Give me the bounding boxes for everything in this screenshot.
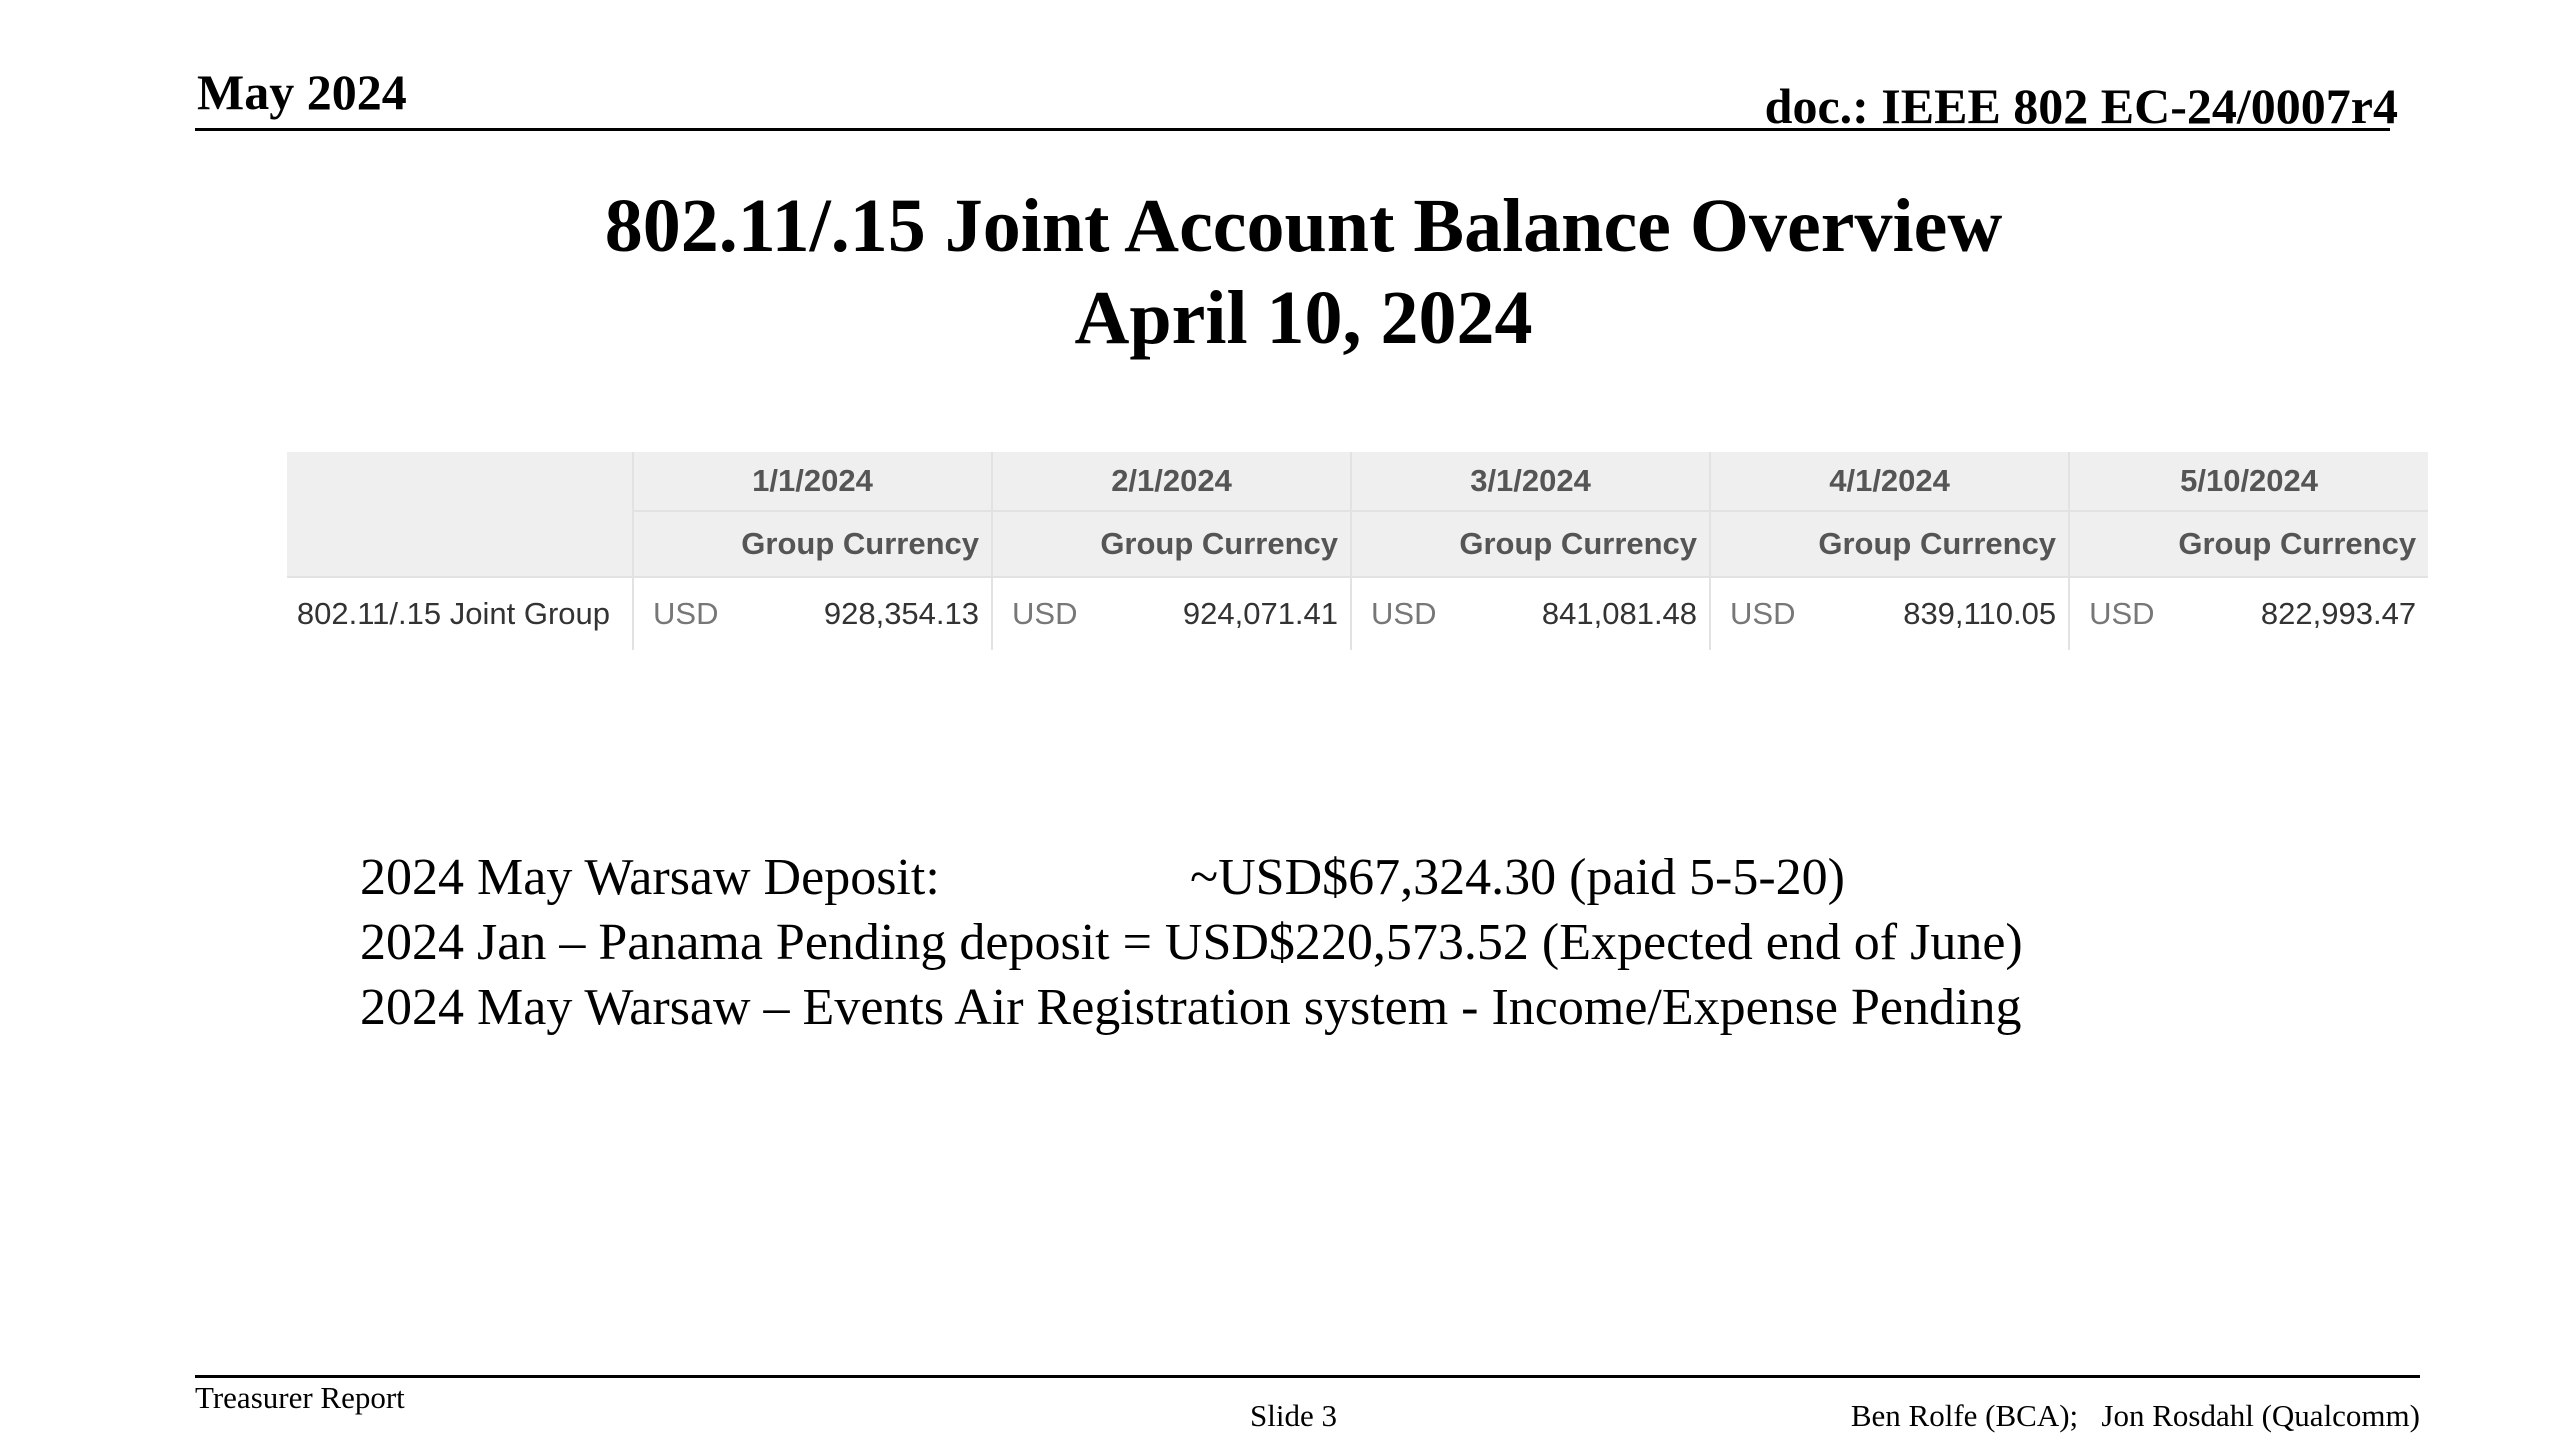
table-subheader: Group Currency	[2069, 511, 2428, 577]
balance-value: 928,354.13	[823, 596, 980, 631]
balance-value: 839,110.05	[1903, 596, 2057, 631]
table-date-header: 4/1/2024	[1710, 452, 2069, 511]
balance-value: 924,071.41	[1182, 596, 1339, 631]
table-date-header: 2/1/2024	[992, 452, 1351, 511]
balance-table	[287, 452, 2428, 650]
table-subheader: Group Currency	[992, 511, 1351, 577]
table-row	[287, 577, 2428, 650]
currency-code: USD	[633, 577, 718, 650]
table-subheader: Group Currency	[633, 511, 992, 577]
table-date-header: 5/10/2024	[2069, 452, 2428, 511]
currency-code: USD	[1710, 577, 1795, 650]
table-date-header: 3/1/2024	[1351, 452, 1710, 511]
table-corner-cell	[287, 452, 633, 577]
table-subheader: Group Currency	[1710, 511, 2069, 577]
balance-value: 822,993.47	[2260, 596, 2417, 631]
row-group-name: 802.11/.15 Joint Group	[296, 596, 610, 631]
header-date: May 2024	[197, 64, 407, 120]
note-line-warsaw-deposit	[360, 845, 2023, 910]
currency-code: USD	[992, 577, 1077, 650]
table-subheader: Group Currency	[1351, 511, 1710, 577]
footer-report-name: Treasurer Report	[195, 1380, 405, 1415]
slide-title-line-1: 802.11/.15 Joint Account Balance Overview	[604, 184, 2003, 268]
table-date-header: 1/1/2024	[633, 452, 992, 511]
footer-divider	[195, 1375, 2420, 1378]
currency-code: USD	[2069, 577, 2154, 650]
table-date-header-row	[287, 452, 2428, 511]
note-amount: ~USD$67,324.30 (paid 5-5-20)	[1190, 849, 1845, 906]
note-line-panama-pending: 2024 Jan – Panama Pending deposit = USD$220,573.52 (Expected end of June)	[360, 914, 2023, 971]
currency-code: USD	[1351, 577, 1436, 650]
note-label: 2024 May Warsaw Deposit:	[360, 849, 940, 906]
balance-value: 841,081.48	[1541, 596, 1698, 631]
header-doc-id: doc.: IEEE 802 EC-24/0007r4	[1764, 78, 2398, 134]
slide-title	[0, 180, 2560, 364]
header-divider	[195, 128, 2390, 131]
footer-slide-number: Slide 3	[1250, 1398, 1337, 1433]
notes-block	[360, 845, 2023, 1040]
footer-authors: Ben Rolfe (BCA); Jon Rosdahl (Qualcomm)	[1850, 1398, 2420, 1433]
slide-title-line-2: April 10, 2024	[1074, 276, 1533, 360]
note-line-warsaw-registration: 2024 May Warsaw – Events Air Registration system - Income/Expense Pending	[360, 979, 2022, 1036]
